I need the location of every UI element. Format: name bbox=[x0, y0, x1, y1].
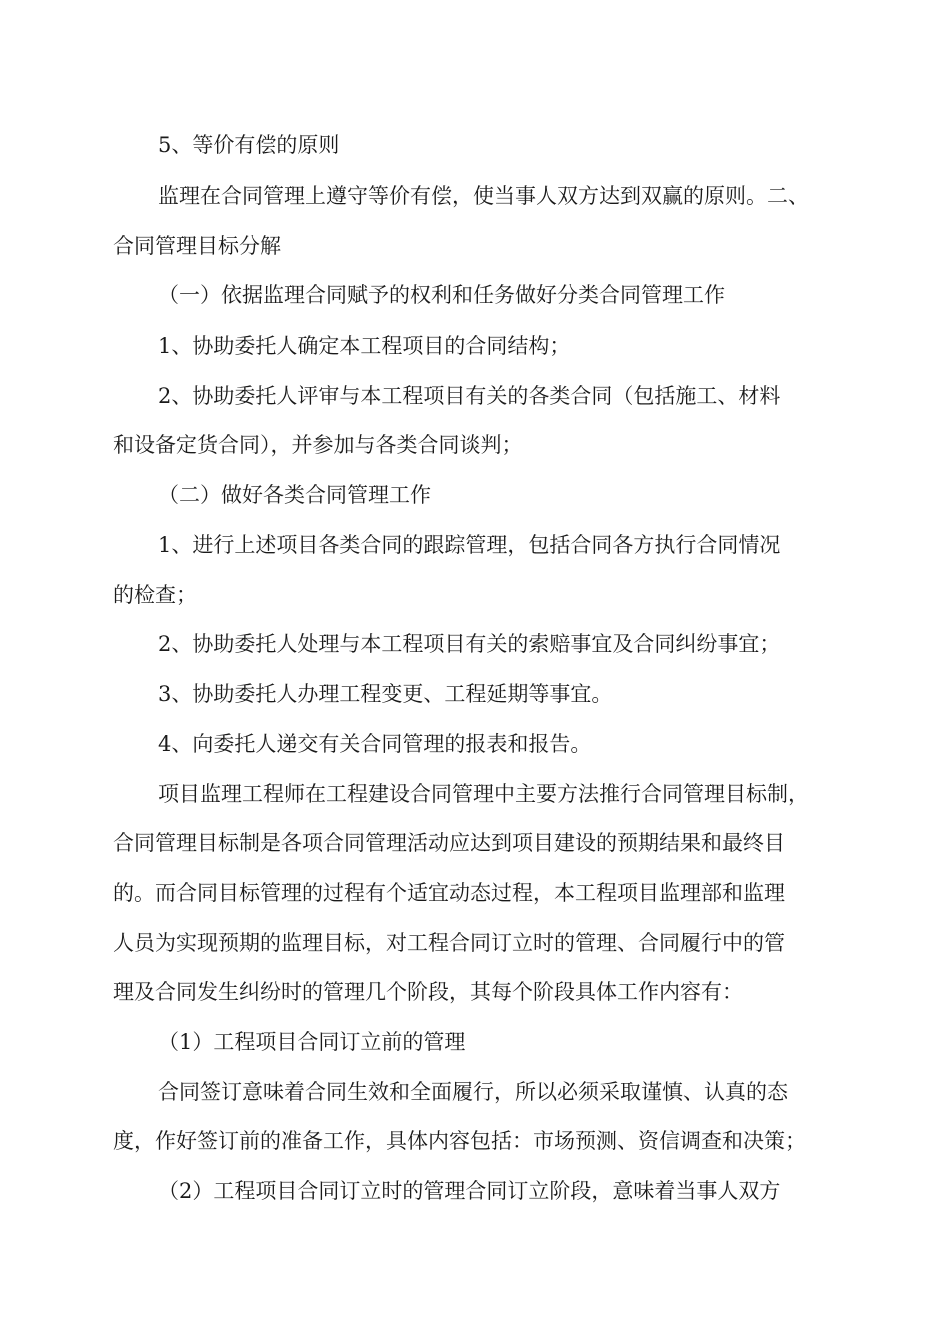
text-line: 监理在合同管理上遵守等价有偿，使当事人双方达到双赢的原则。二、 bbox=[158, 184, 809, 208]
text-line: 人员为实现预期的监理目标，对工程合同订立时的管理、合同履行中的管 bbox=[113, 931, 785, 955]
section-heading: （二）做好各类合同管理工作 bbox=[158, 483, 431, 507]
text-line: 1、进行上述项目各类合同的跟踪管理，包括合同各方执行合同情况 bbox=[158, 533, 781, 557]
text-line: 度，作好签订前的准备工作，具体内容包括：市场预测、资信调查和决策； bbox=[113, 1129, 806, 1153]
text-line: 理及合同发生纠纷时的管理几个阶段，其每个阶段具体工作内容有： bbox=[113, 980, 743, 1004]
text-line: 的检查； bbox=[113, 583, 197, 607]
text-line: 的。而合同目标管理的过程有个适宜动态过程，本工程项目监理部和监理 bbox=[113, 881, 785, 905]
text-line: 1、协助委托人确定本工程项目的合同结构； bbox=[158, 334, 571, 358]
text-line: 合同管理目标制是各项合同管理活动应达到项目建设的预期结果和最终目 bbox=[113, 831, 785, 855]
text-line: 和设备定货合同），并参加与各类合同谈判； bbox=[113, 433, 523, 457]
text-line: 2、协助委托人处理与本工程项目有关的索赔事宜及合同纠纷事宜； bbox=[158, 632, 781, 656]
section-heading: （2）工程项目合同订立时的管理合同订立阶段，意味着当事人双方 bbox=[158, 1179, 781, 1203]
text-line: 5、等价有偿的原则 bbox=[158, 133, 340, 157]
text-line: 合同管理目标分解 bbox=[113, 234, 281, 258]
section-heading: （一）依据监理合同赋予的权利和任务做好分类合同管理工作 bbox=[158, 283, 725, 307]
section-heading: （1）工程项目合同订立前的管理 bbox=[158, 1030, 466, 1054]
text-line: 4、向委托人递交有关合同管理的报表和报告。 bbox=[158, 732, 592, 756]
text-line: 3、协助委托人办理工程变更、工程延期等事宜。 bbox=[158, 682, 613, 706]
text-line: 项目监理工程师在工程建设合同管理中主要方法推行合同管理目标制， bbox=[158, 782, 809, 806]
text-line: 2、协助委托人评审与本工程项目有关的各类合同（包括施工、材料 bbox=[158, 384, 781, 408]
text-line: 合同签订意味着合同生效和全面履行，所以必须采取谨慎、认真的态 bbox=[158, 1080, 788, 1104]
